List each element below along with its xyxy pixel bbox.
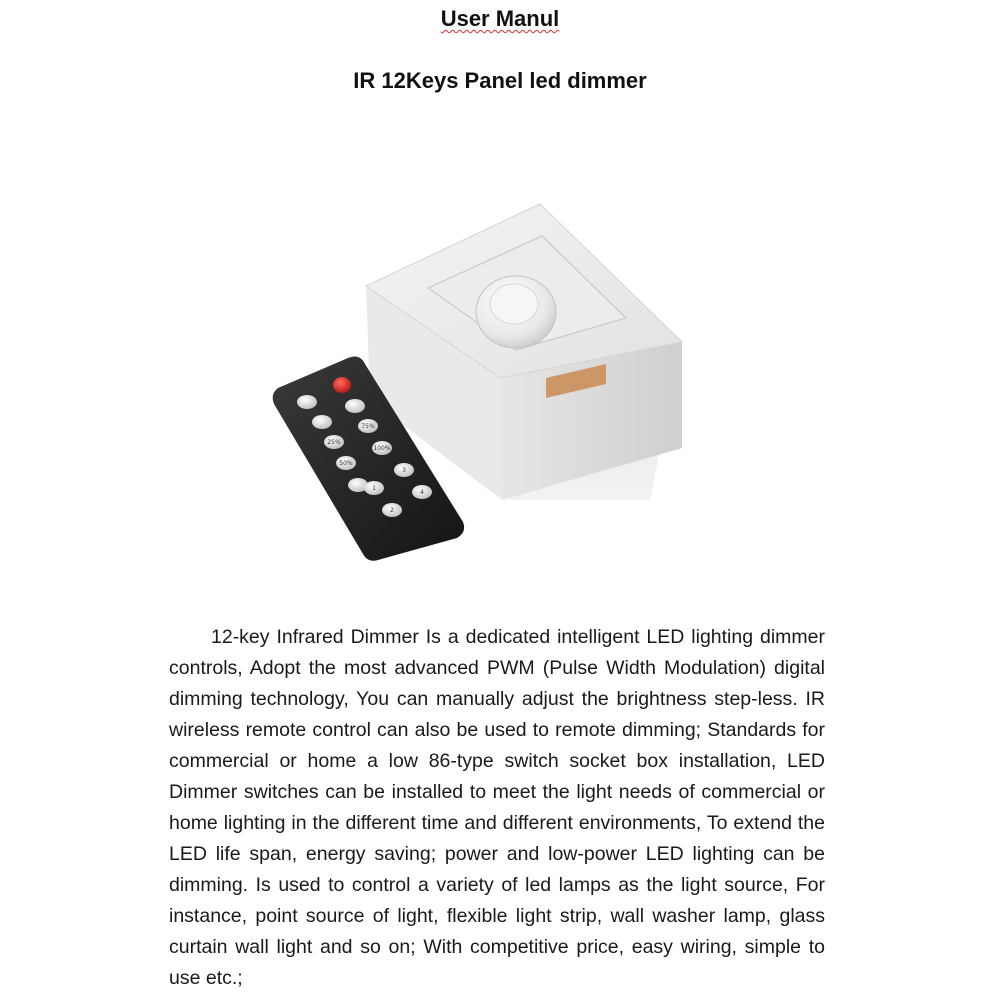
body-paragraph-text: 12-key Infrared Dimmer Is a dedicated intelligent LED lighting dimmer controls, Adopt the most advanced PWM (Pulse Width Modulation) digital dimming technology, You can manually adjust the brightness step-less. IR wireless remote control can also be used to remote dimming; Standards for commercial or home a low 86-type switch socket box installation, LED Dimmer switches can be installed to meet the light needs of commercial or home lighting in the different time and different environments, To extend the LED life span, energy saving; power and low-power LED lighting can be dimming. Is used to control a variety of led lamps as the light source, For instance, point source of light, flexible light strip, wall washer lamp, glass curtain wall light and so on; With competitive price, easy wiring, simple to use etc.;: [169, 626, 825, 989]
remote-key-1: [297, 395, 317, 409]
remote-key-label: 1: [372, 485, 376, 492]
remote-key-label: 75%: [361, 423, 375, 430]
document-subtitle: IR 12Keys Panel led dimmer: [353, 68, 647, 93]
document-title-text: User Manul: [440, 6, 560, 31]
remote-key-label: 2: [390, 507, 394, 514]
body-paragraph: [169, 622, 825, 994]
remote-key-label: 100%: [373, 445, 391, 452]
remote-key-label: 4: [420, 489, 424, 496]
remote-key-label: 3: [402, 467, 406, 474]
product-figure: [270, 200, 700, 570]
document-title: [0, 6, 1000, 32]
remote-key-label: 25%: [327, 439, 341, 446]
remote-power-key: [333, 377, 351, 393]
remote-key-2: [312, 415, 332, 429]
remote-key-3: [345, 399, 365, 413]
remote-key-label: 50%: [339, 460, 353, 467]
